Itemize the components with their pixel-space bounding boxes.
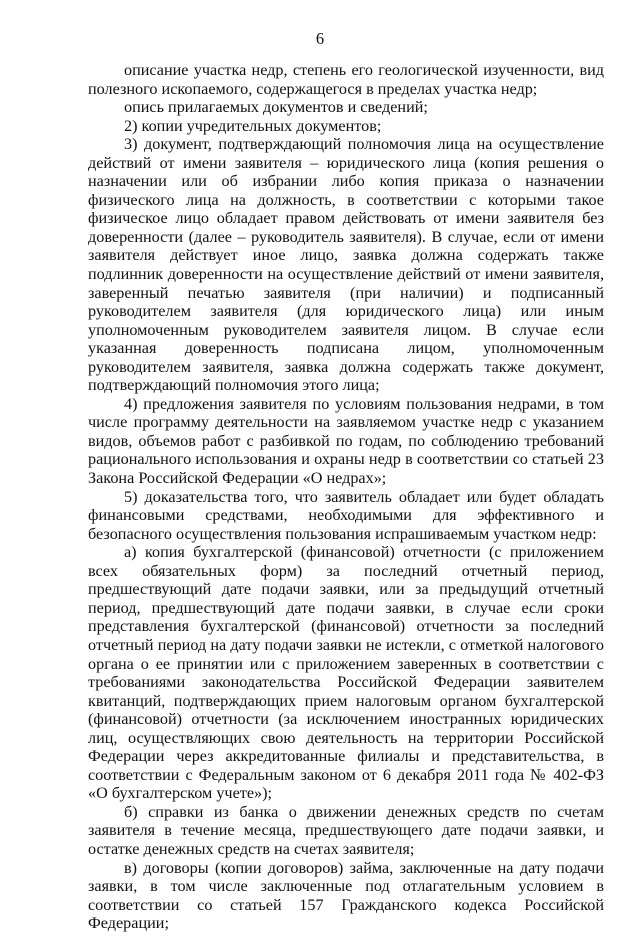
- paragraph-loan-agreements: в) договоры (копии договоров) займа, заключенные на дату подачи заявки, в том числе заключенные под отлагательным условием в соответствии со статьей 157 Гражданского кодекса Российской Федерации;: [88, 858, 604, 933]
- paragraph-usage-proposals: 4) предложения заявителя по условиям пользования недрами, в том числе программу деятельности на заявляемом участке недр с указанием видов, объемов работ с разбивкой по годам, по соблюдению требований рационального использования и охраны недр в соответствии со статьей 23 Закона Российской Федерации «О недрах»;: [88, 394, 604, 488]
- paragraph-document-inventory: опись прилагаемых документов и сведений;: [124, 98, 428, 117]
- document-body: [88, 61, 604, 933]
- page-number: 6: [315, 29, 325, 48]
- paragraph-bank-statements: б) справки из банка о движении денежных средств по счетам заявителя в течение месяца, предшествующего дате подачи заявки, и остатке денежных средств на счетах заявителя;: [88, 802, 604, 858]
- paragraph-authority-document: 3) документ, подтверждающий полномочия лица на осуществление действий от имени заявителя – юридического лица (копия решения о назначении или об избрании либо копия приказа о назначении физического лица на должность, в соответствии с которыми такое физическое лицо обладает правом действовать от имени заявителя без доверенности (далее – руководитель заявителя). В случае, если от имени заявителя действует иное лицо, заявка должна содержать также подлинник доверенности на осуществление действий от имени заявителя, заверенный печатью заявителя (при наличии) и подписанный руководителем заявителя (для юридического лица) или иным уполномоченным руководителем заявителя лицом. В случае если указанная доверенность подписана лицом, уполномоченным руководителем заявителя, заявка должна содержать также документ, подтверждающий полномочия этого лица;: [88, 135, 604, 395]
- paragraph-founding-documents: 2) копии учредительных документов;: [124, 116, 382, 135]
- paragraph-financial-evidence: 5) доказательства того, что заявитель обладает или будет обладать финансовыми средствами, необходимыми для эффективного и безопасного осуществления пользования испрашиваемым участком недр:: [88, 487, 604, 543]
- paragraph-accounting-statements: а) копия бухгалтерской (финансовой) отчетности (с приложением всех обязательных форм) за последний отчетный период, предшествующий дате подачи заявки, или за предыдущий отчетный период, предшествующий дате подачи заявки, в случае если сроки представления бухгалтерской (финансовой) отчетности за последний отчетный период на дату подачи заявки не истекли, с отметкой налогового органа о ее принятии или с приложением заверенных в соответствии с требованиями законодательства Российской Федерации заявителем квитанций, подтверждающих прием налоговым органом бухгалтерской (финансовой) отчетности (за исключением иностранных юридических лиц, осуществляющих свою деятельность на территории Российской Федерации через аккредитованные филиалы и представительства, в соответствии с Федеральным законом от 6 декабря 2011 года № 402-ФЗ «О бухгалтерском учете»);: [88, 543, 604, 803]
- paragraph-area-description: описание участка недр, степень его геологической изученности, вид полезного ископаемого, содержащегося в пределах участка недр;: [88, 61, 604, 98]
